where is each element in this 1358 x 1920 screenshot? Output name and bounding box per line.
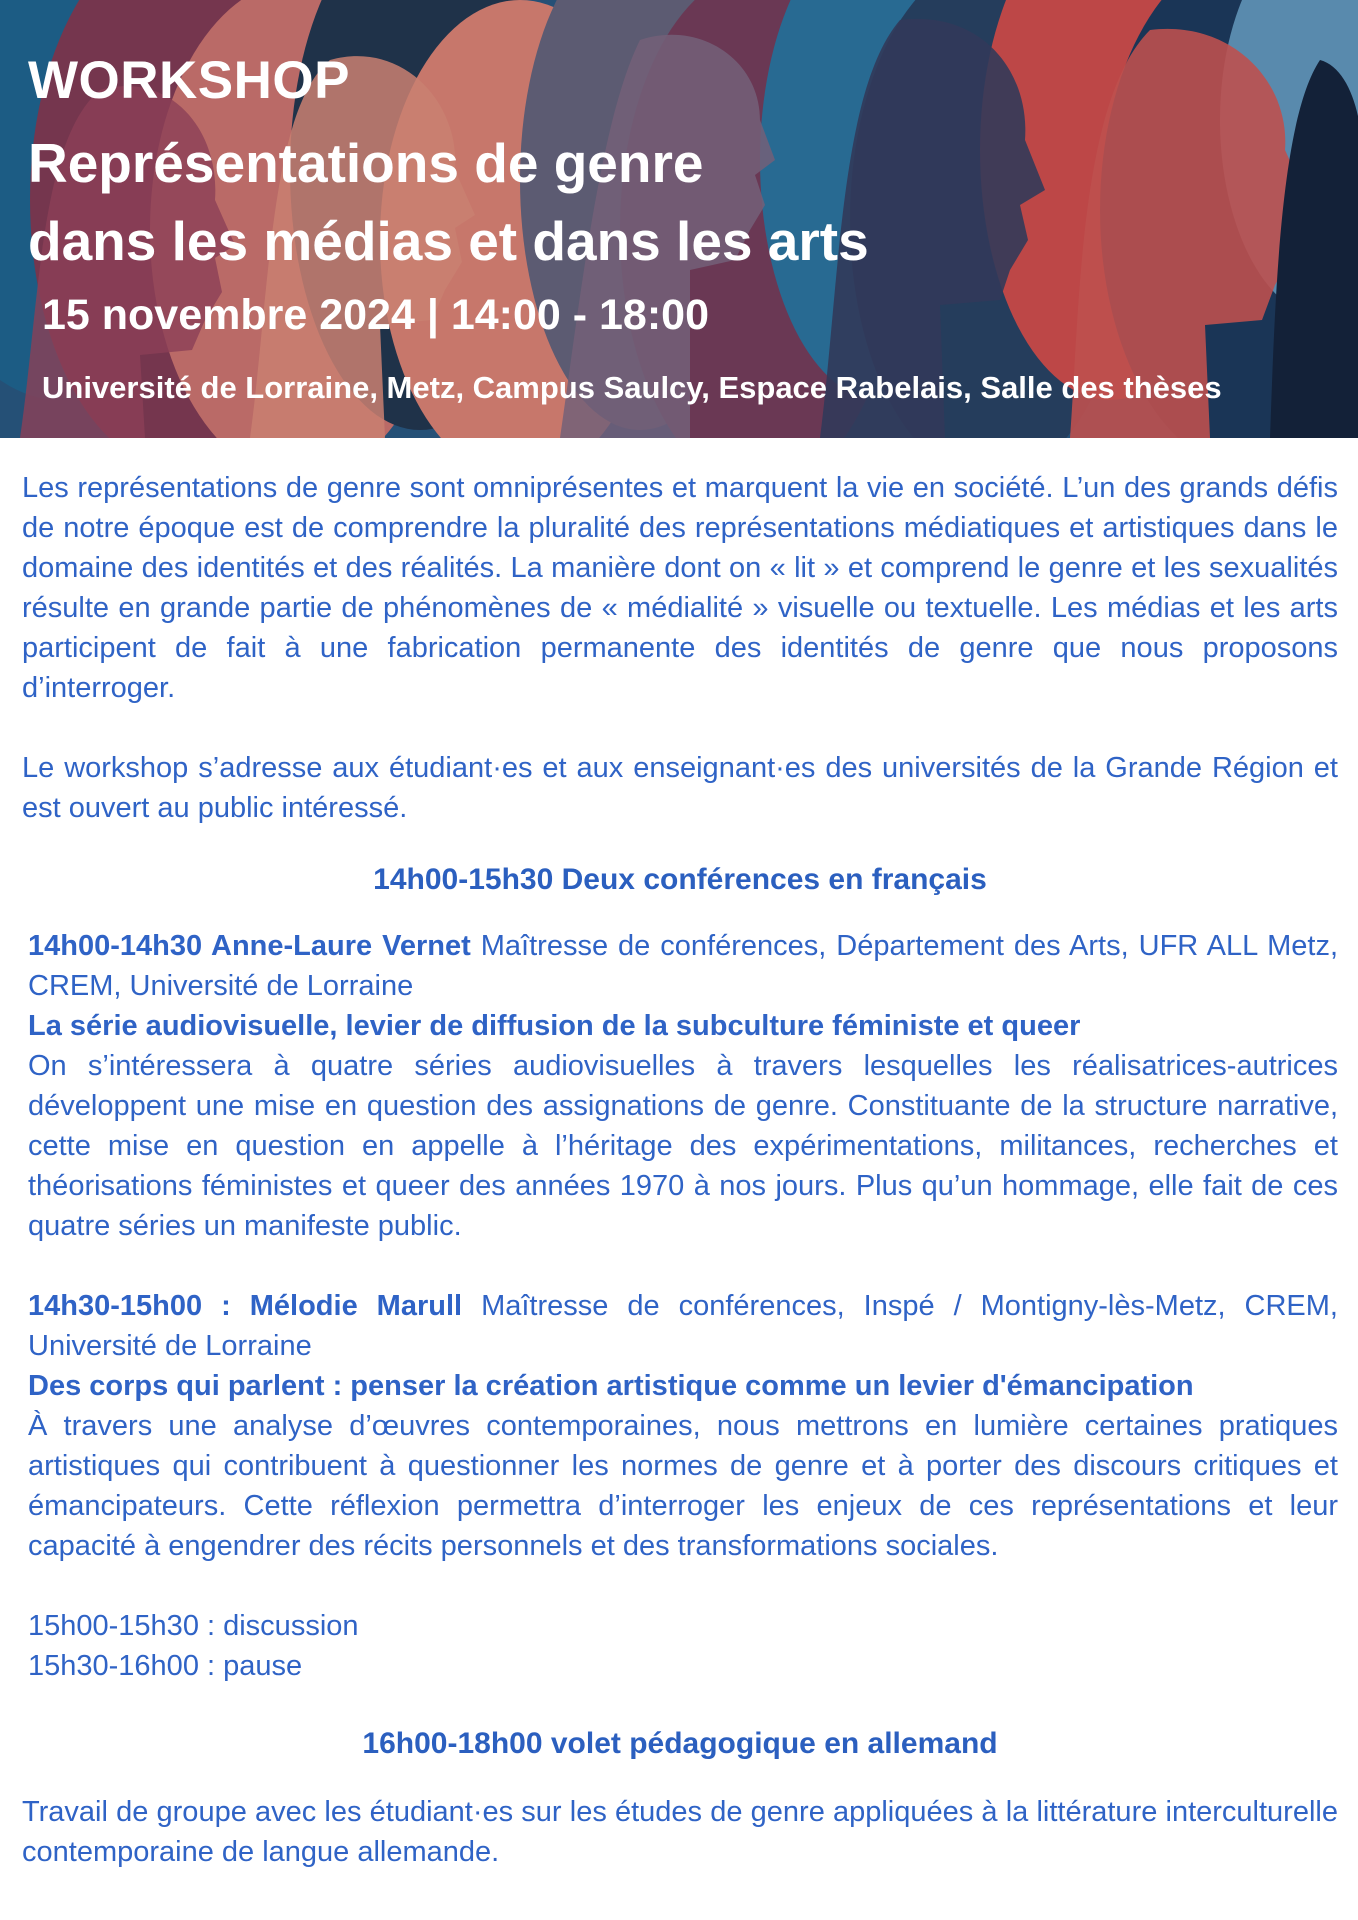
talk-2-affiliation: Maîtresse de conférences, Inspé / Montigny-lès-Metz, CREM, Université de Lorraine: [28, 1290, 1338, 1362]
session-2-heading: 16h00-18h00 volet pédagogique en allemand: [362, 1727, 998, 1760]
talk-2-abstract: À travers une analyse d’œuvres contemporaines, nous mettrons en lumière certaines pratiques artistiques qui contribuent à questionner les normes de genre et à porter des discours critiques et émancipateurs. Cette réflexion permettra d’interroger les enjeux de ces représentations et leur capacité à engendrer des récits personnels et des transformations sociales.: [28, 1410, 1338, 1562]
intro-paragraph-2: Le workshop s’adresse aux étudiant·es et aux enseignant·es des universités de la Grande Région et est ouvert au public intéressé.: [22, 752, 1338, 824]
talk-1-time-speaker: 14h00-14h30 Anne-Laure Vernet: [28, 930, 471, 962]
intro-paragraph-1: Les représentations de genre sont omniprésentes et marquent la vie en société. L’un des grands défis de notre époque est de comprendre la pluralité des représentations médiatiques et artistiques dans le domaine des identités et des réalités. La manière dont on « lit » et comprend le genre et les sexualités résulte en grande partie de phénomènes de « médialité » visuelle ou textuelle. Les médias et les arts participent de fait à une fabrication permanente des identités de genre que nous proposons d’interroger.: [22, 472, 1338, 704]
talk-1-header: [28, 926, 1338, 1006]
talk-2-title: Des corps qui parlent : penser la création artistique comme un levier d'émancipation: [28, 1370, 1194, 1402]
talk-1-title: La série audiovisuelle, levier de diffusion de la subculture féministe et queer: [28, 1010, 1081, 1042]
header-banner: [0, 0, 1358, 438]
talk-1: [22, 926, 1338, 1246]
title-line-2: dans les médias et dans les arts: [28, 210, 869, 272]
workshop-label: WORKSHOP: [28, 51, 350, 110]
session-1-heading: 14h00-15h30 Deux conférences en français: [373, 863, 987, 896]
talk-1-affiliation: Maîtresse de conférences, Département des Arts, UFR ALL Metz, CREM, Université de Lorraine: [28, 930, 1339, 1002]
schedule-list: [22, 1606, 1338, 1686]
content: [22, 468, 1338, 1872]
talk-2: [22, 1286, 1338, 1566]
talk-2-time-speaker: 14h30-15h00 : Mélodie Marull: [28, 1290, 463, 1322]
talk-2-header: [28, 1286, 1338, 1366]
session-2-text: Travail de groupe avec les étudiant·es sur les études de genre appliquées à la littérature interculturelle contemporaine de langue allemande.: [22, 1796, 1338, 1868]
talk-1-abstract: On s’intéressera à quatre séries audiovisuelles à travers lesquelles les réalisatrices-autrices développent une mise en question des assignations de genre. Constituante de la structure narrative, cette mise en question en appelle à l’héritage des expérimentations, militances, recherches et théorisations féministes et queer des années 1970 à nos jours. Plus qu’un hommage, elle fait de ces quatre séries un manifeste public.: [28, 1050, 1338, 1242]
schedule-item-discussion: 15h00-15h30 : discussion: [28, 1610, 359, 1642]
title-line-1: Représentations de genre: [28, 132, 704, 194]
event-venue: Université de Lorraine, Metz, Campus Saulcy, Espace Rabelais, Salle des thèses: [42, 370, 1222, 405]
event-date: 15 novembre 2024 | 14:00 - 18:00: [42, 291, 709, 339]
schedule-item-pause: 15h30-16h00 : pause: [28, 1650, 303, 1682]
